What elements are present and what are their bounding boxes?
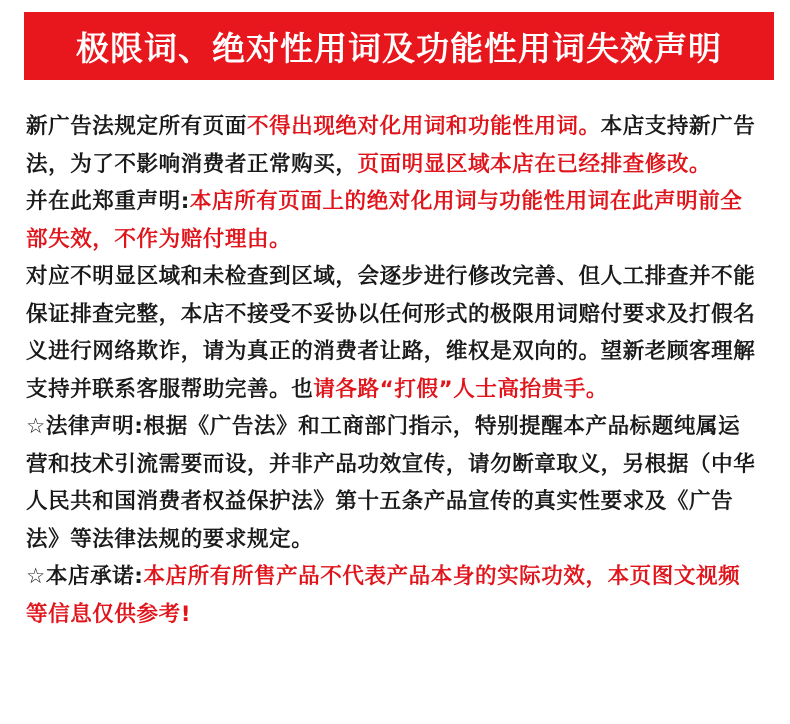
title-banner (24, 12, 774, 80)
highlight-segment: 页面明显区域本店在已经排查修改。 (357, 151, 712, 177)
statement-body (26, 108, 761, 633)
highlight-segment: 本店所有所售产品不代表产品本身的实际功效，本页图文视频等信息仅供参考! (26, 564, 741, 627)
page-title: 极限词、绝对性用词及功能性用词失效声明 (76, 28, 722, 68)
text-segment: ☆法律声明:根据《广告法》和工商部门指示，特别提醒本产品标题纯属运营和技术引流需要而设，并非产品功效宣传，请勿断章取义，另根据（中华人民共和国消费者权益保护法》第十五条产品宣传的真实性要求及《广告法》等法律法规的要求规定。 (26, 414, 756, 552)
highlight-segment: 不得出现绝对化用词和功能性用词。 (247, 114, 601, 139)
highlight-segment: 请各路“打假”人士高抬贵手。 (313, 376, 608, 402)
highlight-segment: 本店所有页面上的绝对化用词与功能性用词在此声明前全部失效，不作为赔付理由。 (26, 189, 743, 252)
text-segment: 对应不明显区域和未检查到区域，会逐步进行修改完善、但人工排查并不能保证排查完整，本店不接受不妥协以任何形式的极限用词赔付要求及打假名义进行网络欺诈，请为真正的消费者让路，维权是双向的。望新老顾客理解支持并联系客服帮助完善。也 (26, 264, 756, 402)
paragraph-solemn-statement (26, 183, 761, 258)
paragraph-ad-law (26, 108, 761, 183)
paragraph-legal-statement (26, 408, 761, 558)
paragraph-unchecked-areas (26, 258, 761, 408)
paragraph-store-promise (26, 558, 761, 633)
text-segment: ☆本店承诺: (26, 564, 144, 589)
text-segment: 本店支持新广告法，为了不影响消费者正常购买， (26, 114, 756, 177)
text-segment: 并在此郑重声明: (26, 189, 190, 214)
text-segment: 新广告法规定所有页面 (26, 114, 248, 139)
